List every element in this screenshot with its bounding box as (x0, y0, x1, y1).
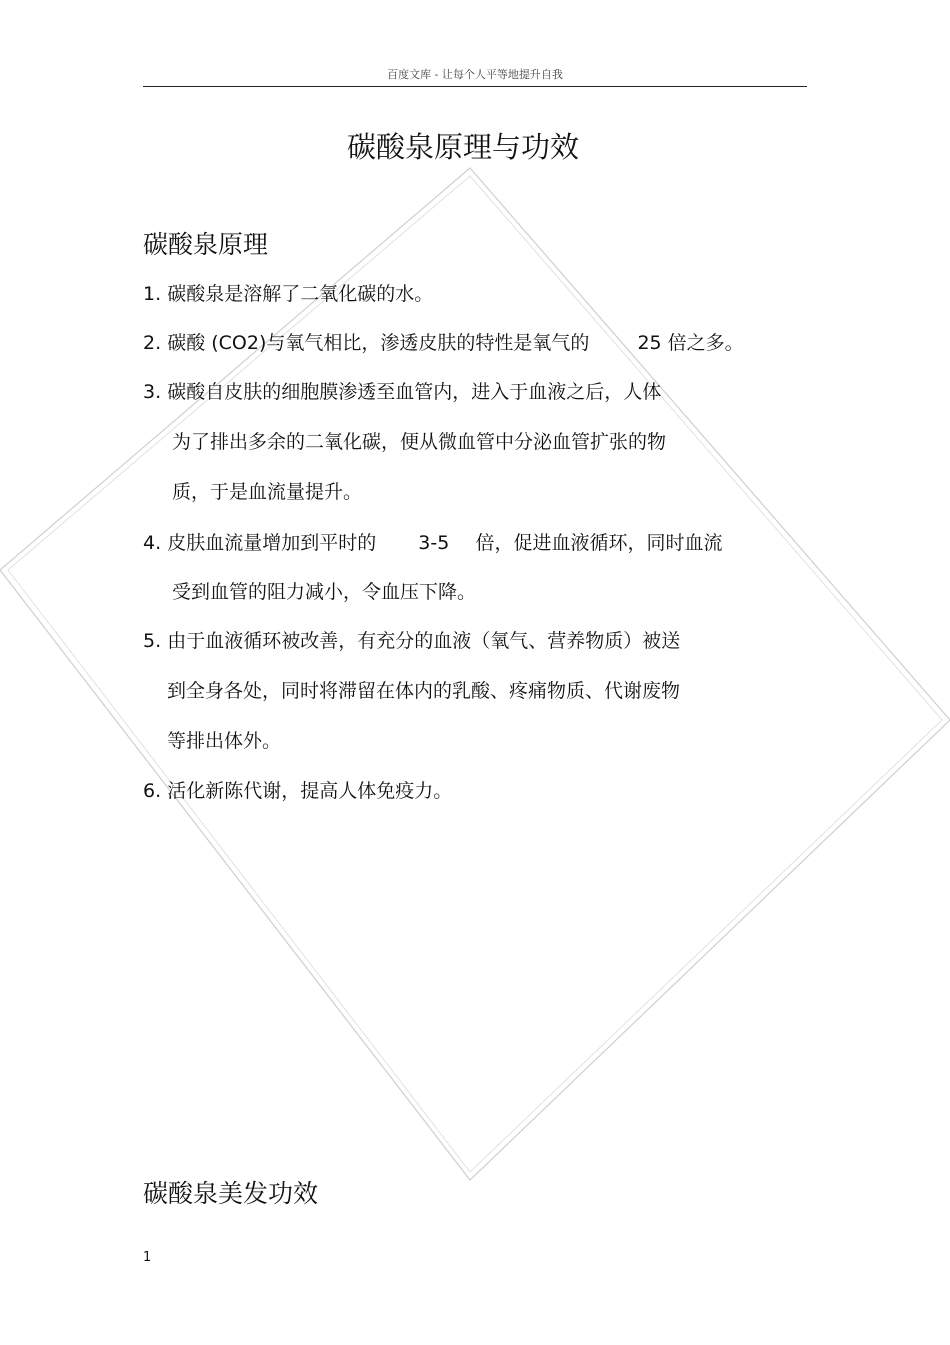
item-text: 25 倍之多。 (637, 332, 744, 354)
page-number: 1 (143, 1250, 152, 1265)
item-text: 碳酸 (CO2)与氧气相比，渗透皮肤的特性是氧气的 (167, 332, 590, 354)
list-item (143, 330, 744, 356)
document-title: 碳酸泉原理与功效 (346, 130, 579, 164)
list-item (143, 530, 722, 556)
section-heading-hair-benefits: 碳酸泉美发功效 (143, 1179, 319, 1208)
item-text: 碳酸泉是溶解了二氧化碳的水。 (167, 283, 434, 305)
item-text: 皮肤血流量增加到平时的 (167, 532, 377, 554)
item-number: 2. (143, 332, 162, 354)
list-item (143, 628, 680, 654)
section-heading-principle: 碳酸泉原理 (143, 230, 269, 259)
item-text: 质，于是血流量提升。 (172, 481, 363, 503)
item-text: 倍，促进血液循环，同时血流 (475, 532, 723, 554)
list-item (143, 379, 661, 405)
item-text: 受到血管的阻力减小，令血压下降。 (172, 581, 477, 603)
item-text: 活化新陈代谢，提高人体免疫力。 (167, 780, 453, 802)
item-number: 1. (143, 283, 162, 305)
item-number: 4. (143, 532, 162, 554)
item-number: 5. (143, 630, 162, 652)
item-text: 碳酸自皮肤的细胞膜渗透至血管内，进入于血液之后，人体 (167, 381, 662, 403)
header-rule (143, 86, 807, 87)
item-text: 为了排出多余的二氧化碳，便从微血管中分泌血管扩张的物 (172, 431, 667, 453)
item-text: 等排出体外。 (167, 730, 282, 752)
item-text: 到全身各处，同时将滞留在体内的乳酸、疼痛物质、代谢废物 (167, 680, 681, 702)
item-number: 3. (143, 381, 162, 403)
item-number: 6. (143, 780, 162, 802)
list-item (143, 281, 433, 307)
item-text: 3-5 (418, 532, 450, 554)
list-item (143, 778, 452, 804)
page-header: 百度文库 - 让每个人平等地提升自我 (387, 68, 563, 81)
item-text: 由于血液循环被改善，有充分的血液（氧气、营养物质）被送 (167, 630, 681, 652)
